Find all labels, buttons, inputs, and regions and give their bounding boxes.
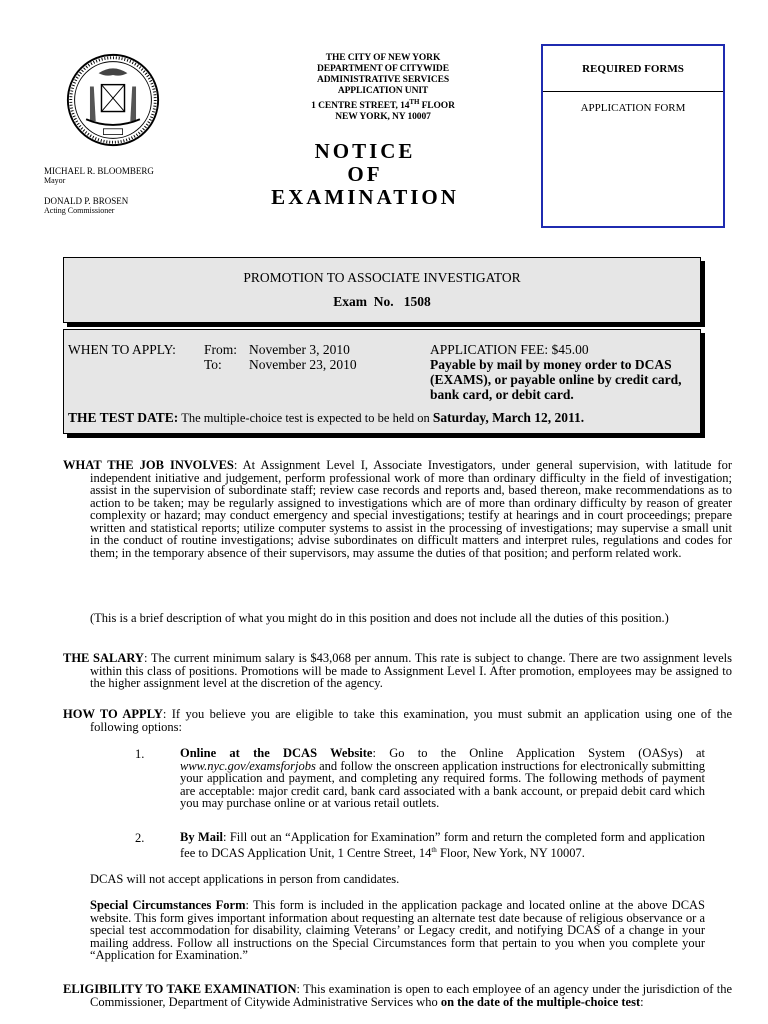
application-fee: APPLICATION FEE: $45.00 <box>430 342 589 357</box>
required-forms-heading: REQUIRED FORMS <box>543 46 723 92</box>
agency-line: 1 CENTRE STREET, 14TH FLOOR <box>311 98 455 112</box>
payment-line: (EXAMS), or payable online by credit card, <box>430 372 682 387</box>
agency-line: THE CITY OF NEW YORK <box>325 53 441 63</box>
option-number: 1. <box>135 747 145 761</box>
eligibility-section: ELIGIBILITY TO TAKE EXAMINATION: This examination is open to each employee of an agency under the jurisdiction of the Commissioner, Department of Citywide Administrative Services who on the date of the multiple-choice test: <box>63 982 732 1009</box>
required-forms-box <box>541 44 725 228</box>
commissioner-name: DONALD P. BROSEN <box>44 196 129 206</box>
exam-title: PROMOTION TO ASSOCIATE INVESTIGATOR <box>243 270 521 285</box>
to-label: To: <box>204 357 222 372</box>
agency-line: ADMINISTRATIVE SERVICES <box>316 75 450 85</box>
city-seal-icon <box>65 52 161 148</box>
special-circumstances-section: Special Circumstances Form: This form is included in the application package and located online at the above DCAS website. This form gives important information about requesting an alternate test date because of religious observance or a special test accommodation for disability, claiming Veterans’ or Legacy credit, and notifying DCAS of a change in your mailing address. Follow all instructions on the Special Circumstances form that pertain to you when you complete your “Application for Examination.” <box>90 898 706 962</box>
mayor-title: Mayor <box>44 176 66 185</box>
option-online: Online at the DCAS Website: Go to the Online Application System (OASys) at www.nyc.gov/examsforjobs and follow the onscreen application instructions for electronically submitting your application and payment, and completing any required forms. The following methods of payment are acceptable: major credit card, bank card associated with a bank account, or prepaid debit card which you may purchase online or at various retail outlets. <box>180 746 705 810</box>
how-to-apply-section: HOW TO APPLY: If you believe you are eligible to take this examination, you must submit an application using one of the following options: <box>63 707 732 734</box>
agency-line: APPLICATION UNIT <box>337 86 429 96</box>
job-description: WHAT THE JOB INVOLVES: At Assignment Level I, Associate Investigators, under general supervision, with latitude for independent initiative and judgement, perform professional work of more than ordinary difficulty in the field of investigation; assist in the supervision of subordinate staff; review case records and reports and, based thereon, make recommendations as to action to be taken; may be regularly assigned to investigations which are of more than ordinary difficulty by reason of greater complexity or hazard; may conduct emergency and special investigations; testify at hearings and in court proceedings; prepare written and statistical reports; utilize computer systems to assist in the processing of investigations; may supervise a small unit in the conduct of routine investigations; advise subordinates on difficult matters and interpret rules, regulations and codes for them; in the temporary absence of their supervisors, may assume the duties of that position; and perform related work. <box>63 458 732 560</box>
payment-line: Payable by mail by money order to DCAS <box>430 357 672 372</box>
from-label: From: <box>204 342 238 357</box>
agency-line: DEPARTMENT OF CITYWIDE <box>317 64 449 74</box>
from-date: November 3, 2010 <box>249 342 350 357</box>
agency-address <box>268 53 498 123</box>
test-date-line: THE TEST DATE: The multiple-choice test is expected to be held on Saturday, March 12, 2011. <box>68 410 585 425</box>
payment-line: bank card, or debit card. <box>430 387 574 402</box>
exams-url-link[interactable]: www.nyc.gov/examsforjobs <box>180 758 316 773</box>
mayor-block <box>44 166 154 186</box>
when-to-apply-label: WHEN TO APPLY: <box>68 342 176 357</box>
commissioner-block <box>44 196 128 216</box>
application-info-box <box>63 329 701 434</box>
exam-title-box <box>63 257 701 323</box>
no-in-person-note: DCAS will not accept applications in person from candidates. <box>90 872 400 886</box>
exam-number: Exam No. 1508 <box>333 294 431 309</box>
job-note: (This is a brief description of what you might do in this position and does not include all the duties of this position.) <box>90 611 669 625</box>
option-number: 2. <box>135 831 145 845</box>
mayor-name: MICHAEL R. BLOOMBERG <box>44 166 154 176</box>
option-mail: By Mail: Fill out an “Application for Examination” form and return the completed form and application fee to DCAS Application Unit, 1 Centre Street, 14th Floor, New York, NY 10007. <box>180 830 705 860</box>
commissioner-title: Acting Commissioner <box>44 206 115 215</box>
salary-section: THE SALARY: The current minimum salary is $43,068 per annum. This rate is subject to change. There are two assignment levels within this class of positions. Promotions will be made to Assignment Level I. After promotion, employees may be assigned to the higher assignment level at the discretion of the agency. <box>63 651 733 690</box>
notice-of-examination-heading: NOTICE OF EXAMINATION <box>271 139 459 209</box>
agency-line: NEW YORK, NY 10007 <box>335 112 431 123</box>
application-form-link[interactable]: APPLICATION FORM <box>580 102 686 114</box>
to-date: November 23, 2010 <box>249 357 357 372</box>
